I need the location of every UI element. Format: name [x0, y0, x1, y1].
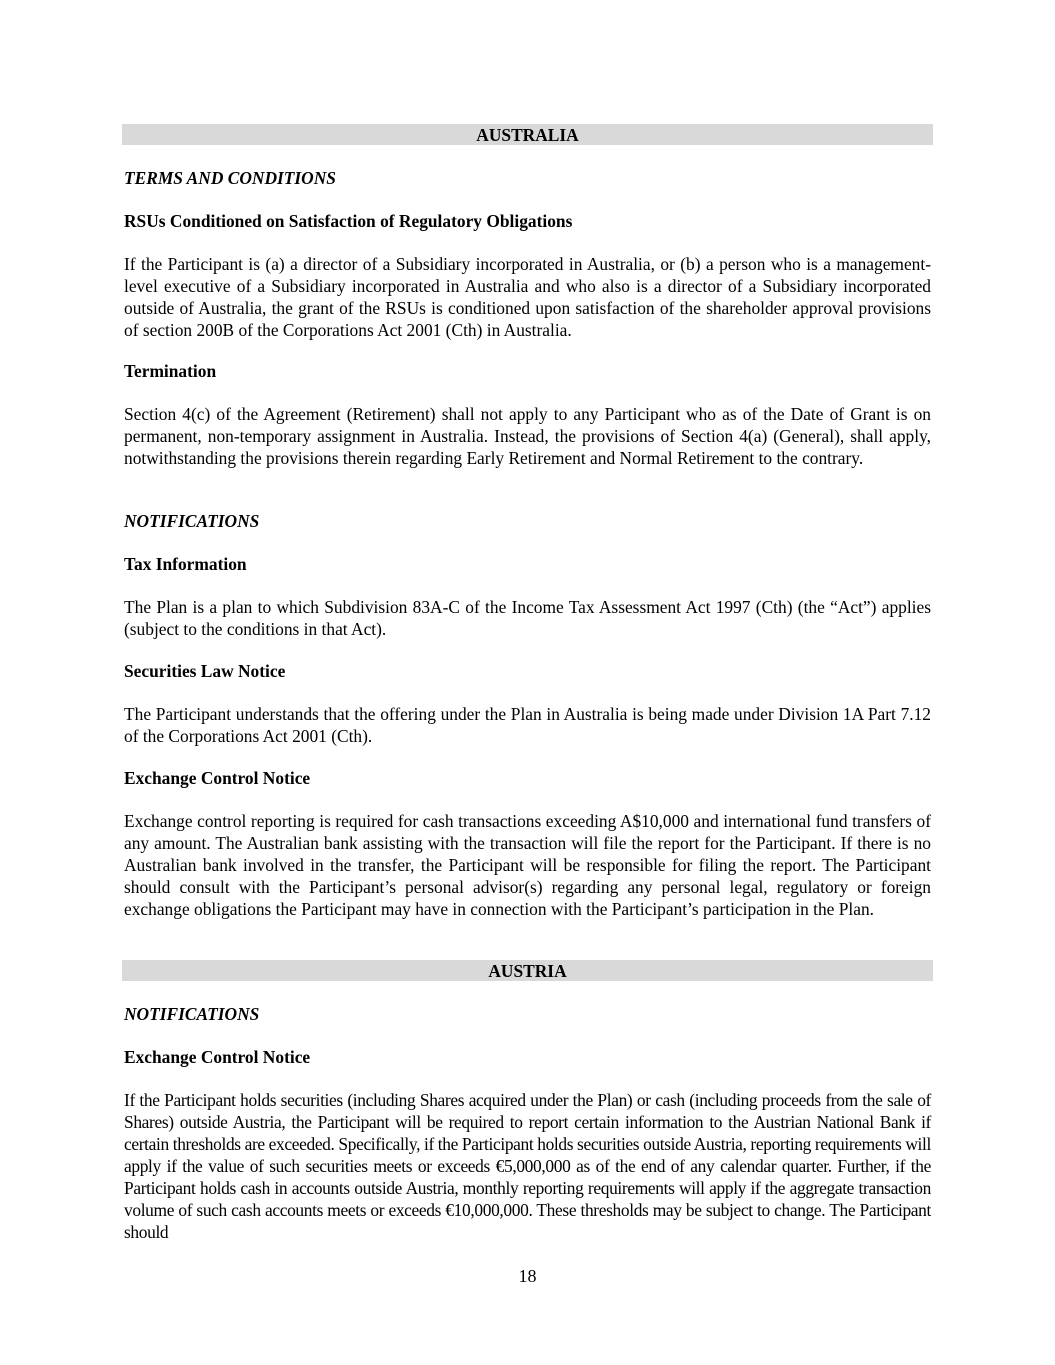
australia-exchange-control-heading: Exchange Control Notice	[124, 768, 311, 788]
rsus-heading: RSUs Conditioned on Satisfaction of Regulatory Obligations	[124, 211, 573, 231]
austria-exchange-control-heading: Exchange Control Notice	[124, 1047, 311, 1067]
tax-information-paragraph: The Plan is a plan to which Subdivision 83A-C of the Income Tax Assessment Act 1997 (Cth) (the “Act”) applies (subject to the conditions in that Act).	[124, 597, 931, 639]
australia-exchange-control-paragraph: Exchange control reporting is required for cash transactions exceeding A$10,000 and international fund transfers of any amount. The Australian bank assisting with the transaction will file the report for the Participant. If there is no Australian bank involved in the transfer, the Participant will be responsible for filing the report. The Participant should consult with the Participant’s personal advisor(s) regarding any personal legal, regulatory or foreign exchange obligations the Participant may have in connection with the Participant’s participation in the Plan.	[124, 811, 931, 919]
page-number: 18	[518, 1266, 537, 1286]
terms-and-conditions-heading: TERMS AND CONDITIONS	[124, 168, 336, 188]
tax-information-heading: Tax Information	[124, 554, 247, 574]
austria-notifications-heading: NOTIFICATIONS	[124, 1004, 260, 1024]
austria-section-header: AUSTRIA	[122, 960, 933, 981]
rsus-paragraph: If the Participant is (a) a director of a Subsidiary incorporated in Australia, or (b) a person who is a management-level executive of a Subsidiary incorporated in Australia and who also is a director of a Subsidiary incorporated outside of Australia, the grant of the RSUs is conditioned upon satisfaction of the shareholder approval provisions of section 200B of the Corporations Act 2001 (Cth) in Australia.	[124, 254, 931, 340]
termination-heading: Termination	[124, 361, 217, 381]
australia-notifications-heading: NOTIFICATIONS	[124, 511, 260, 531]
securities-law-paragraph: The Participant understands that the offering under the Plan in Australia is being made under Division 1A Part 7.12 of the Corporations Act 2001 (Cth).	[124, 704, 931, 746]
austria-exchange-control-paragraph: If the Participant holds securities (including Shares acquired under the Plan) or cash (including proceeds from the sale of Shares) outside Austria, the Participant will be required to report certain information to the Austrian National Bank if certain thresholds are exceeded. Specifically, if the Participant holds securities outside Austria, reporting requirements will apply if the value of such securities meets or exceeds €5,000,000 as of the end of any calendar quarter. Further, if the Participant holds cash in accounts outside Austria, monthly reporting requirements will apply if the aggregate transaction volume of such cash accounts meets or exceeds €10,000,000. These thresholds may be subject to change. The Participant should	[124, 1090, 931, 1242]
securities-law-heading: Securities Law Notice	[124, 661, 286, 681]
australia-section-header: AUSTRALIA	[122, 124, 933, 145]
termination-paragraph: Section 4(c) of the Agreement (Retirement) shall not apply to any Participant who as of the Date of Grant is on permanent, non-temporary assignment in Australia. Instead, the provisions of Section 4(a) (General), shall apply, notwithstanding the provisions therein regarding Early Retirement and Normal Retirement to the contrary.	[124, 404, 931, 468]
